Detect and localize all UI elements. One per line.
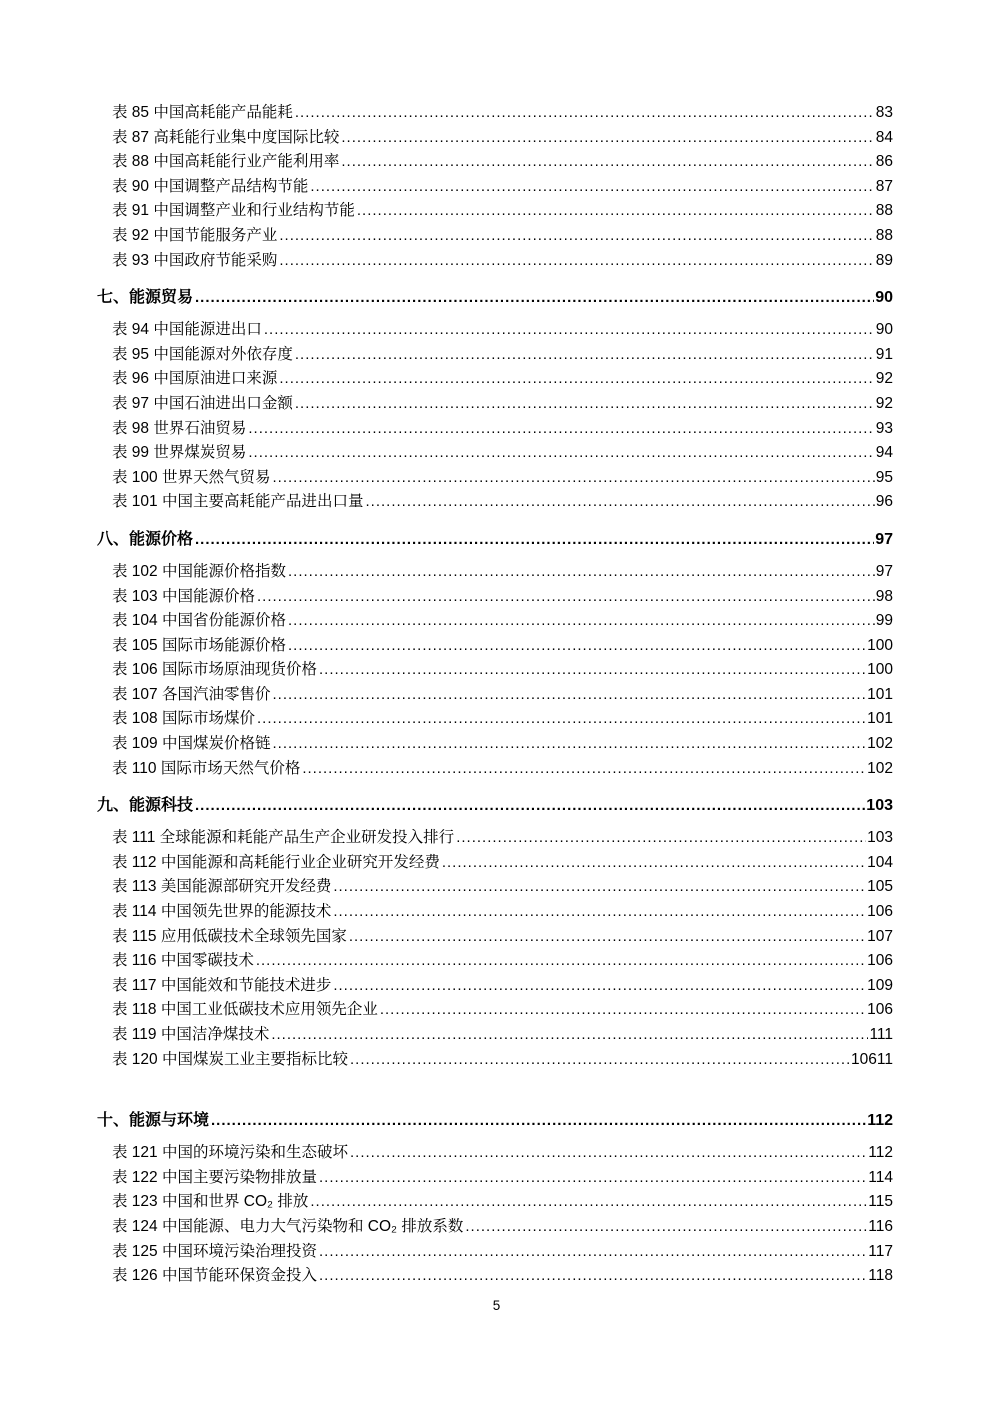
toc-entry-page: 88 bbox=[875, 202, 893, 220]
toc-entry bbox=[97, 150, 893, 175]
toc-entry-label: 表 103 中国能源价格 bbox=[112, 587, 255, 605]
dot-leader bbox=[333, 974, 866, 999]
toc-entry-page: 99 bbox=[875, 612, 893, 630]
section-heading-label: 八、能源价格 bbox=[97, 530, 194, 548]
toc-entry bbox=[97, 1240, 893, 1265]
toc-entry-label: 表 119 中国洁净煤技术 bbox=[112, 1026, 270, 1043]
dot-leader bbox=[271, 1023, 868, 1048]
toc-entry bbox=[97, 1166, 893, 1191]
toc-entry-label: 表 124 中国能源、电力大气污染物和 CO₂ 排放系数 bbox=[112, 1217, 464, 1235]
toc-entry-label: 表 117 中国能效和节能技术进步 bbox=[112, 976, 332, 994]
toc-entry-label: 表 111 全球能源和耗能产品生产企业研发投入排行 bbox=[112, 829, 455, 847]
toc-entry-page: 111 bbox=[869, 1026, 893, 1043]
toc-entry bbox=[97, 974, 893, 999]
toc-entry-page: 96 bbox=[875, 493, 893, 511]
toc-entry-label: 表 116 中国零碳技术 bbox=[112, 952, 254, 970]
section-heading-page: 90 bbox=[875, 289, 893, 307]
toc-entry bbox=[97, 707, 893, 732]
dot-leader bbox=[295, 392, 875, 417]
toc-entry-label: 表 99 世界煤炭贸易 bbox=[112, 444, 247, 462]
toc-entry-label: 表 98 世界石油贸易 bbox=[112, 419, 247, 437]
toc-entry bbox=[97, 560, 893, 585]
dot-leader bbox=[333, 900, 866, 925]
toc-entry-page: 97 bbox=[875, 562, 893, 580]
toc-entry-label: 表 105 国际市场能源价格 bbox=[112, 636, 286, 654]
dot-leader bbox=[456, 826, 866, 851]
toc-entry bbox=[97, 1190, 893, 1215]
dot-leader bbox=[319, 1264, 867, 1289]
section-heading-label: 七、能源贸易 bbox=[97, 289, 194, 307]
toc-entry-label: 表 122 中国主要污染物排放量 bbox=[112, 1168, 317, 1186]
toc-entry bbox=[97, 441, 893, 466]
toc-entry bbox=[97, 466, 893, 491]
toc-entry bbox=[97, 1141, 893, 1166]
toc-entry-label: 表 91 中国调整产业和行业结构节能 bbox=[112, 202, 355, 220]
toc-entry bbox=[97, 318, 893, 343]
toc-entry bbox=[97, 949, 893, 974]
toc-entry-label: 表 110 国际市场天然气价格 bbox=[112, 759, 301, 777]
dot-leader bbox=[279, 367, 874, 392]
toc-entry-label: 表 120 中国煤炭工业主要指标比较 bbox=[112, 1050, 348, 1068]
dot-leader bbox=[256, 949, 866, 974]
dot-leader bbox=[465, 1215, 867, 1240]
toc-entry bbox=[97, 224, 893, 249]
toc-entry-page: 98 bbox=[875, 587, 893, 605]
dot-leader bbox=[272, 466, 874, 491]
toc-entry-page: 87 bbox=[875, 177, 893, 195]
toc-entry-label: 表 123 中国和世界 CO₂ 排放 bbox=[112, 1193, 309, 1211]
toc-entry-page: 100 bbox=[867, 636, 893, 654]
toc bbox=[97, 101, 893, 1289]
toc-entry-page: 105 bbox=[867, 878, 893, 896]
toc-entry bbox=[97, 826, 893, 851]
dot-leader bbox=[288, 560, 875, 585]
toc-entry-page: 83 bbox=[875, 104, 893, 121]
page-number: 5 bbox=[492, 1298, 501, 1313]
toc-entry-page: 93 bbox=[875, 419, 893, 437]
toc-entry bbox=[97, 392, 893, 417]
toc-entry-label: 表 113 美国能源部研究开发经费 bbox=[112, 878, 332, 896]
toc-entry-page: 106 bbox=[867, 903, 893, 921]
toc-entry-page: 106 bbox=[867, 952, 893, 970]
dot-leader bbox=[319, 658, 866, 683]
toc-entry-page: 101 bbox=[867, 685, 893, 703]
dot-leader bbox=[264, 318, 875, 343]
dot-leader bbox=[257, 585, 875, 610]
toc-entry-label: 表 115 应用低碳技术全球领先国家 bbox=[112, 927, 347, 945]
section-heading-label: 九、能源科技 bbox=[97, 797, 194, 815]
toc-entry-page: 118 bbox=[868, 1267, 893, 1285]
toc-entry-label: 表 114 中国领先世界的能源技术 bbox=[112, 903, 332, 921]
toc-entry-label: 表 95 中国能源对外依存度 bbox=[112, 345, 293, 363]
toc-entry-label: 表 90 中国调整产品结构节能 bbox=[112, 177, 309, 195]
toc-entry-label: 表 126 中国节能环保资金投入 bbox=[112, 1267, 317, 1285]
toc-entry-label: 表 112 中国能源和高耗能行业企业研究开发经费 bbox=[112, 853, 440, 871]
dot-leader bbox=[279, 224, 874, 249]
dot-leader bbox=[319, 1166, 867, 1191]
dot-leader bbox=[257, 707, 866, 732]
toc-entry bbox=[97, 925, 893, 950]
toc-entry-label: 表 107 各国汽油零售价 bbox=[112, 685, 271, 703]
toc-entry bbox=[97, 998, 893, 1023]
toc-entry bbox=[97, 1023, 893, 1048]
toc-entry-page: 116 bbox=[868, 1217, 893, 1235]
dot-leader bbox=[380, 998, 866, 1023]
dot-leader bbox=[442, 851, 866, 876]
toc-entry-page: 86 bbox=[875, 153, 893, 171]
toc-entry-page: 84 bbox=[875, 128, 893, 146]
dot-leader bbox=[341, 150, 874, 175]
toc-entry bbox=[97, 126, 893, 151]
dot-leader bbox=[349, 925, 866, 950]
dot-leader bbox=[365, 490, 874, 515]
toc-entry-label: 表 109 中国煤炭价格链 bbox=[112, 735, 271, 753]
toc-entry bbox=[97, 417, 893, 442]
toc-entry bbox=[97, 249, 893, 274]
dot-leader bbox=[333, 875, 866, 900]
toc-entry bbox=[97, 683, 893, 708]
toc-entry bbox=[97, 658, 893, 683]
toc-entry-label: 表 92 中国节能服务产业 bbox=[112, 226, 278, 244]
dot-leader bbox=[295, 343, 875, 368]
section-heading bbox=[97, 793, 893, 819]
toc-entry-label: 表 97 中国石油进出口金额 bbox=[112, 394, 293, 412]
toc-entry-page: 100 bbox=[867, 661, 893, 679]
toc-entry-page: 114 bbox=[868, 1168, 893, 1186]
section-heading-page: 112 bbox=[867, 1112, 893, 1130]
toc-entry-page: 90 bbox=[875, 321, 893, 339]
dot-leader bbox=[211, 1108, 866, 1134]
dot-leader bbox=[319, 1240, 867, 1265]
dot-leader bbox=[272, 683, 866, 708]
section-heading-page: 103 bbox=[866, 797, 893, 815]
section-heading bbox=[97, 527, 893, 553]
toc-entry-page: 102 bbox=[867, 759, 893, 777]
toc-entry-label: 表 106 国际市场原油现货价格 bbox=[112, 661, 317, 679]
toc-entry-label: 表 93 中国政府节能采购 bbox=[112, 251, 278, 269]
section-heading-label: 十、能源与环境 bbox=[97, 1112, 210, 1130]
toc-entry-page: 94 bbox=[875, 444, 893, 462]
toc-entry-page: 95 bbox=[875, 468, 893, 486]
toc-entry-label: 表 100 世界天然气贸易 bbox=[112, 468, 271, 486]
toc-entry-label: 表 125 中国环境污染治理投资 bbox=[112, 1242, 317, 1260]
toc-entry bbox=[97, 1215, 893, 1240]
toc-entry-label: 表 85 中国高耗能产品能耗 bbox=[112, 104, 293, 121]
toc-entry-page: 88 bbox=[875, 226, 893, 244]
dot-leader bbox=[310, 1190, 867, 1215]
dot-leader bbox=[295, 101, 875, 126]
toc-entry bbox=[97, 900, 893, 925]
toc-entry-label: 表 87 高耗能行业集中度国际比较 bbox=[112, 128, 340, 146]
toc-entry bbox=[97, 1048, 893, 1073]
toc-entry bbox=[97, 634, 893, 659]
toc-entry-page: 92 bbox=[875, 370, 893, 388]
dot-leader bbox=[272, 732, 866, 757]
dot-leader bbox=[350, 1048, 850, 1073]
toc-entry-page: 109 bbox=[867, 976, 893, 994]
toc-entry-label: 表 88 中国高耗能行业产能利用率 bbox=[112, 153, 340, 171]
dot-leader bbox=[310, 175, 874, 200]
dot-leader bbox=[248, 441, 874, 466]
toc-entry bbox=[97, 101, 893, 126]
toc-entry-page: 92 bbox=[875, 394, 893, 412]
dot-leader bbox=[288, 634, 866, 659]
toc-entry-page: 10611 bbox=[851, 1050, 893, 1068]
toc-entry bbox=[97, 490, 893, 515]
dot-leader bbox=[248, 417, 874, 442]
toc-entry-label: 表 96 中国原油进口来源 bbox=[112, 370, 278, 388]
toc-entry-label: 表 118 中国工业低碳技术应用领先企业 bbox=[112, 1001, 378, 1019]
section-heading bbox=[97, 1108, 893, 1134]
dot-leader bbox=[195, 527, 874, 553]
toc-entry bbox=[97, 732, 893, 757]
toc-entry-label: 表 121 中国的环境污染和生态破坏 bbox=[112, 1144, 348, 1162]
toc-entry bbox=[97, 875, 893, 900]
dot-leader bbox=[279, 249, 874, 274]
toc-entry-label: 表 94 中国能源进出口 bbox=[112, 321, 262, 339]
toc-entry bbox=[97, 343, 893, 368]
dot-leader bbox=[195, 793, 865, 819]
toc-entry-page: 106 bbox=[867, 1001, 893, 1019]
dot-leader bbox=[288, 609, 875, 634]
toc-entry-page: 91 bbox=[875, 345, 893, 363]
dot-leader bbox=[302, 757, 866, 782]
section-heading bbox=[97, 285, 893, 311]
toc-entry bbox=[97, 585, 893, 610]
toc-entry-page: 101 bbox=[867, 710, 893, 728]
toc-entry-page: 117 bbox=[868, 1242, 893, 1260]
toc-entry bbox=[97, 1264, 893, 1289]
toc-entry-page: 89 bbox=[875, 251, 893, 269]
toc-entry bbox=[97, 757, 893, 782]
dot-leader bbox=[341, 126, 874, 151]
toc-entry bbox=[97, 851, 893, 876]
toc-entry-page: 107 bbox=[867, 927, 893, 945]
toc-entry bbox=[97, 367, 893, 392]
toc-entry bbox=[97, 175, 893, 200]
toc-entry-page: 104 bbox=[867, 853, 893, 871]
section-heading-page: 97 bbox=[875, 530, 893, 548]
dot-leader bbox=[350, 1141, 867, 1166]
toc-entry bbox=[97, 199, 893, 224]
toc-entry-label: 表 101 中国主要高耗能产品进出口量 bbox=[112, 493, 364, 511]
dot-leader bbox=[195, 285, 874, 311]
dot-leader bbox=[357, 199, 875, 224]
toc-entry-label: 表 102 中国能源价格指数 bbox=[112, 562, 286, 580]
toc-entry-page: 112 bbox=[868, 1144, 893, 1162]
toc-entry-page: 102 bbox=[867, 735, 893, 753]
toc-entry-label: 表 108 国际市场煤价 bbox=[112, 710, 255, 728]
toc-entry-page: 115 bbox=[868, 1193, 893, 1211]
toc-entry-label: 表 104 中国省份能源价格 bbox=[112, 612, 286, 630]
toc-entry bbox=[97, 609, 893, 634]
toc-entry-page: 103 bbox=[867, 829, 893, 847]
page-footer bbox=[0, 1298, 993, 1313]
